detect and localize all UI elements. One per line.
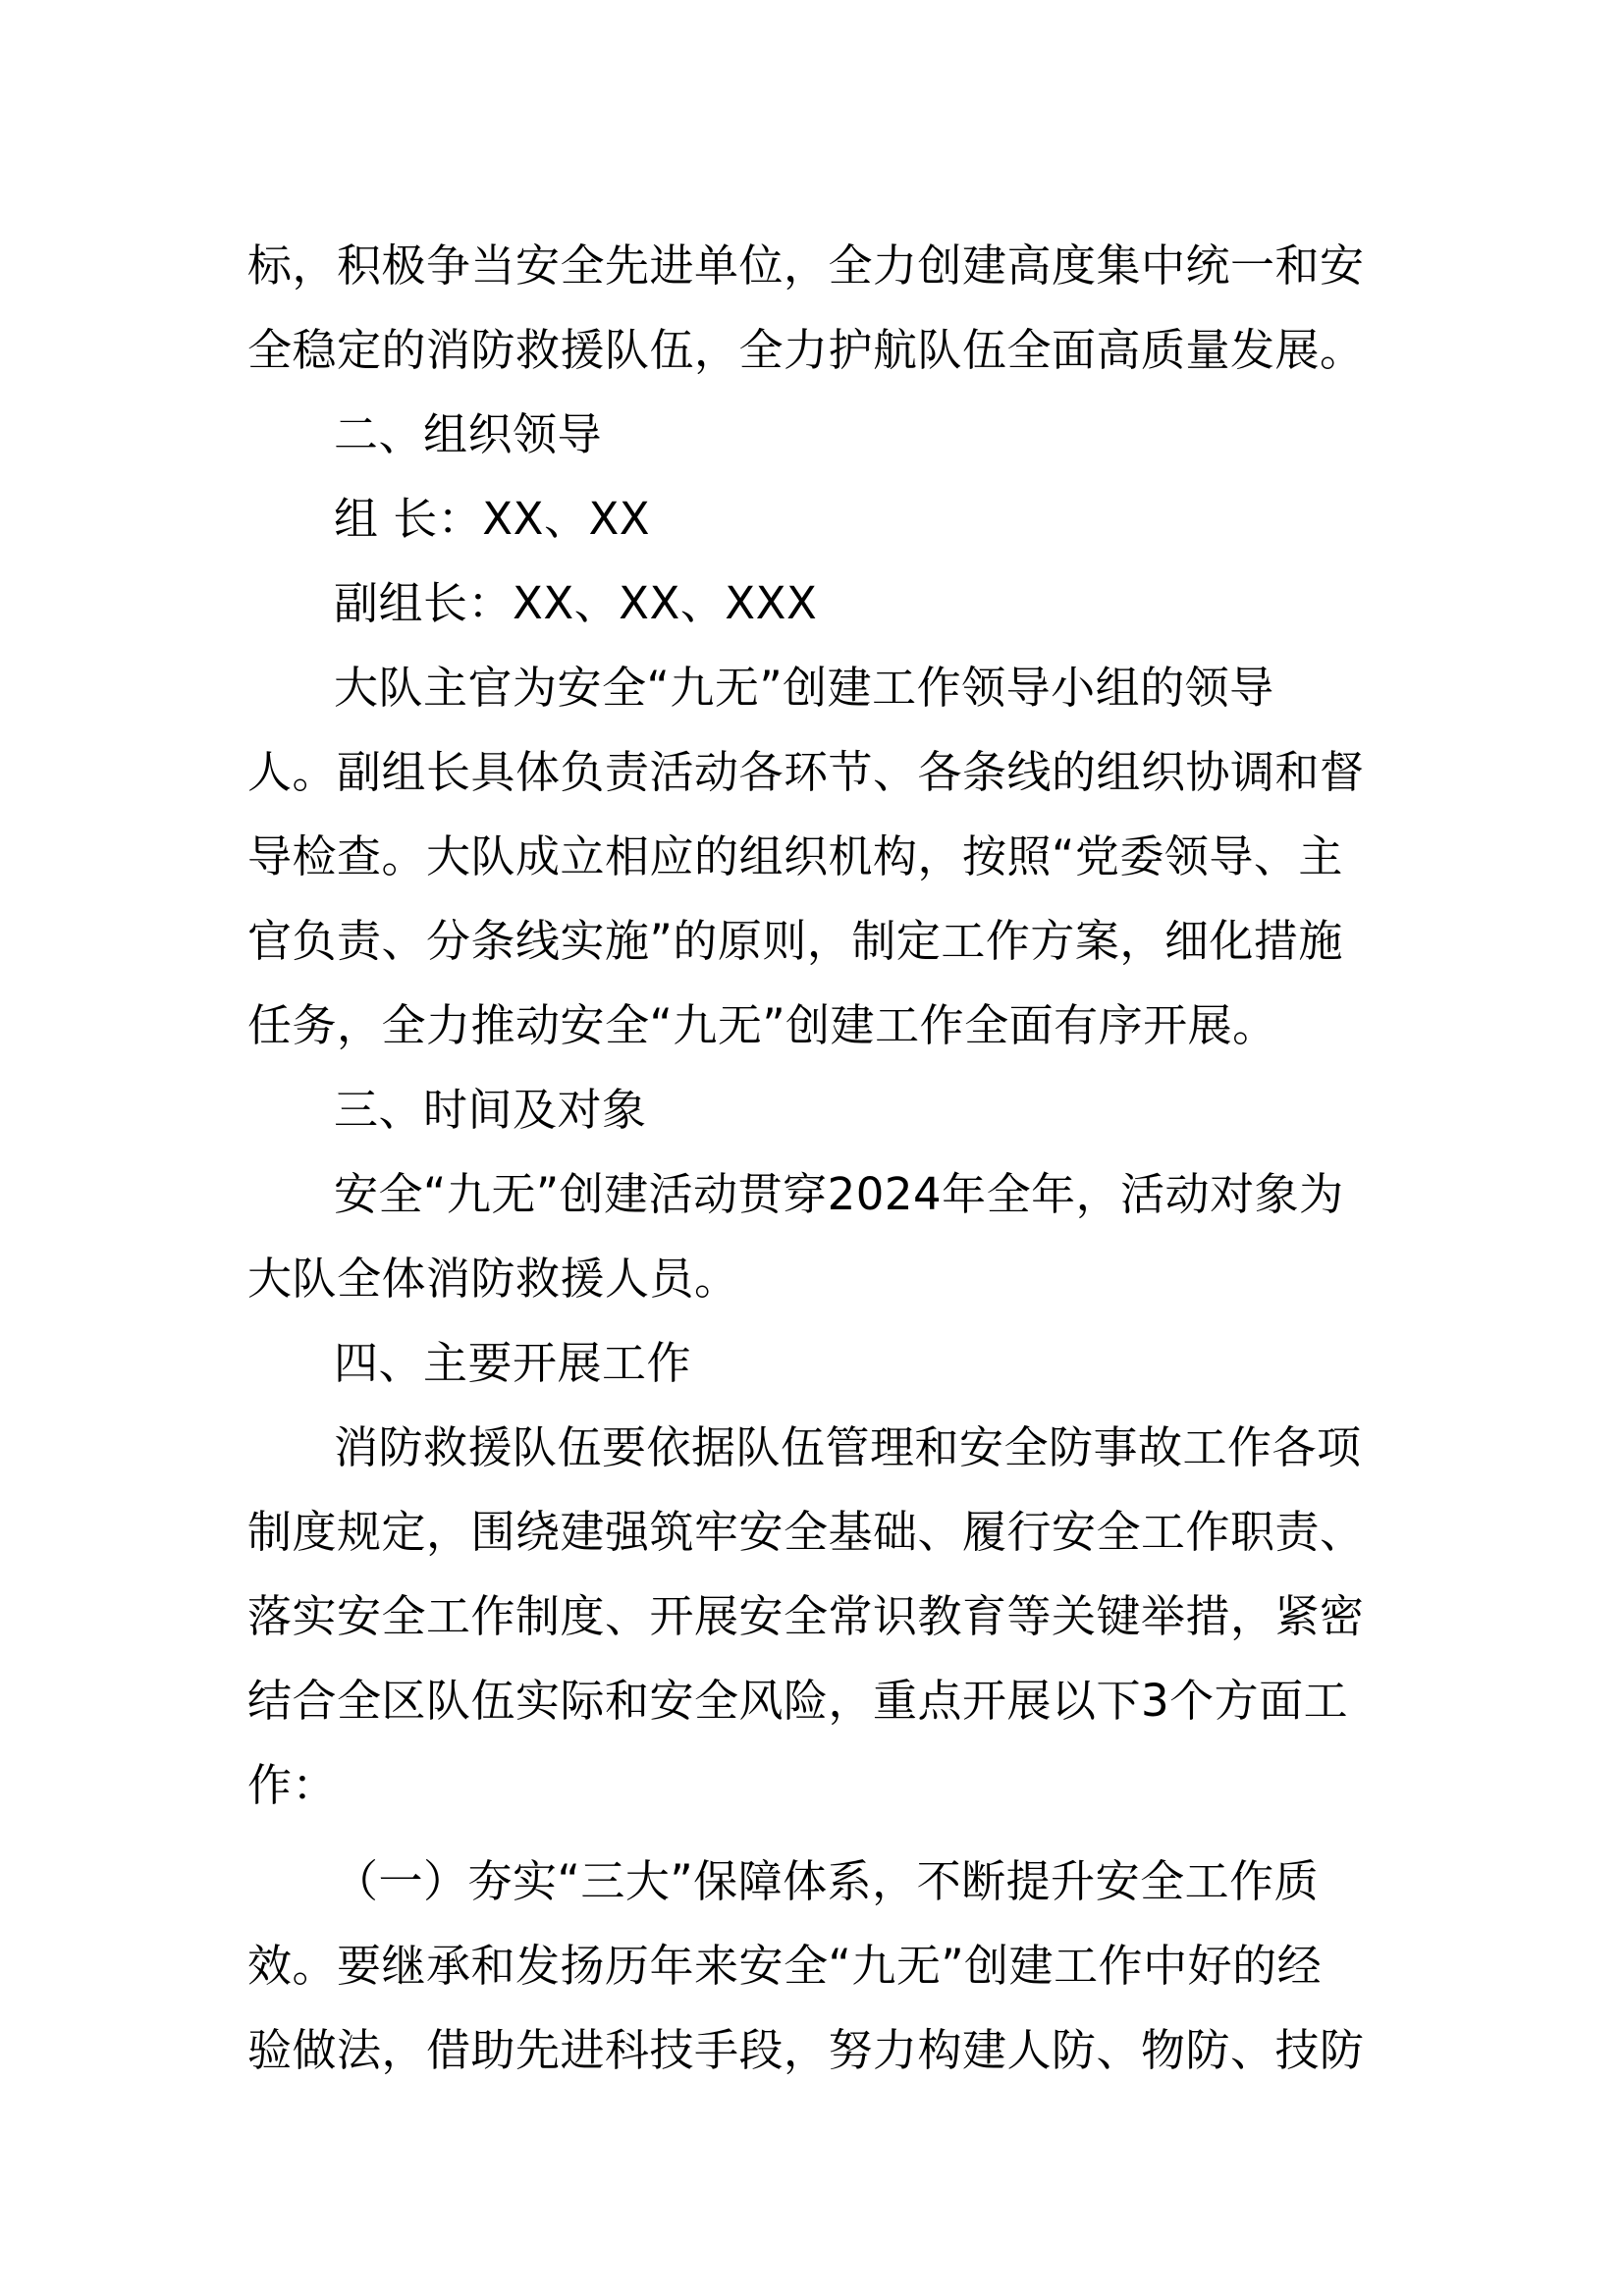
body-line: 导检查。大队成立相应的组织机构，按照“党委领导、主 <box>247 830 1343 882</box>
section-heading: 三、时间及对象 <box>334 1084 647 1136</box>
body-line: 全稳定的消防救援队伍，全力护航队伍全面高质量发展。 <box>247 324 1365 376</box>
paragraph-gap <box>247 1828 1357 1840</box>
section-heading: 四、主要开展工作 <box>334 1337 692 1389</box>
body-line: 作： <box>247 1759 338 1811</box>
team-leader-line: 组 长：XX、XX <box>334 493 651 545</box>
body-line: 大队主官为安全“九无”创建工作领导小组的领导 <box>334 662 1274 714</box>
body-line: 安全“九无”创建活动贯穿2024年全年，活动对象为 <box>334 1168 1344 1220</box>
subsection-heading: （一）夯实“三大”保障体系，不断提升安全工作质 <box>334 1855 1320 1907</box>
body-line: 大队全体消防救援人员。 <box>247 1253 739 1305</box>
body-line: 落实安全工作制度、开展安全常识教育等关键举措，紧密 <box>247 1590 1365 1642</box>
body-line: 消防救援队伍要依据队伍管理和安全防事故工作各项 <box>334 1421 1362 1473</box>
body-line: 任务，全力推动安全“九无”创建工作全面有序开展。 <box>247 999 1277 1051</box>
body-line: 官负责、分条线实施”的原则，制定工作方案，细化措施 <box>247 915 1343 967</box>
body-line: 结合全区队伍实际和安全风险，重点开展以下3个方面工 <box>247 1675 1349 1727</box>
section-heading: 二、组织领导 <box>334 408 603 460</box>
body-line: 效。要继承和发扬历年来安全“九无”创建工作中好的经 <box>247 1940 1323 1992</box>
document-body <box>247 224 1365 2093</box>
body-line: 验做法，借助先进科技手段，努力构建人防、物防、技防 <box>247 2024 1365 2076</box>
deputy-leader-line: 副组长：XX、XX、XXX <box>334 577 818 629</box>
body-line: 人。副组长具体负责活动各环节、各条线的组织协调和督 <box>247 746 1365 798</box>
body-line: 标，积极争当安全先进单位，全力创建高度集中统一和安 <box>247 240 1365 292</box>
body-line: 制度规定，围绕建强筑牢安全基础、履行安全工作职责、 <box>247 1506 1365 1558</box>
